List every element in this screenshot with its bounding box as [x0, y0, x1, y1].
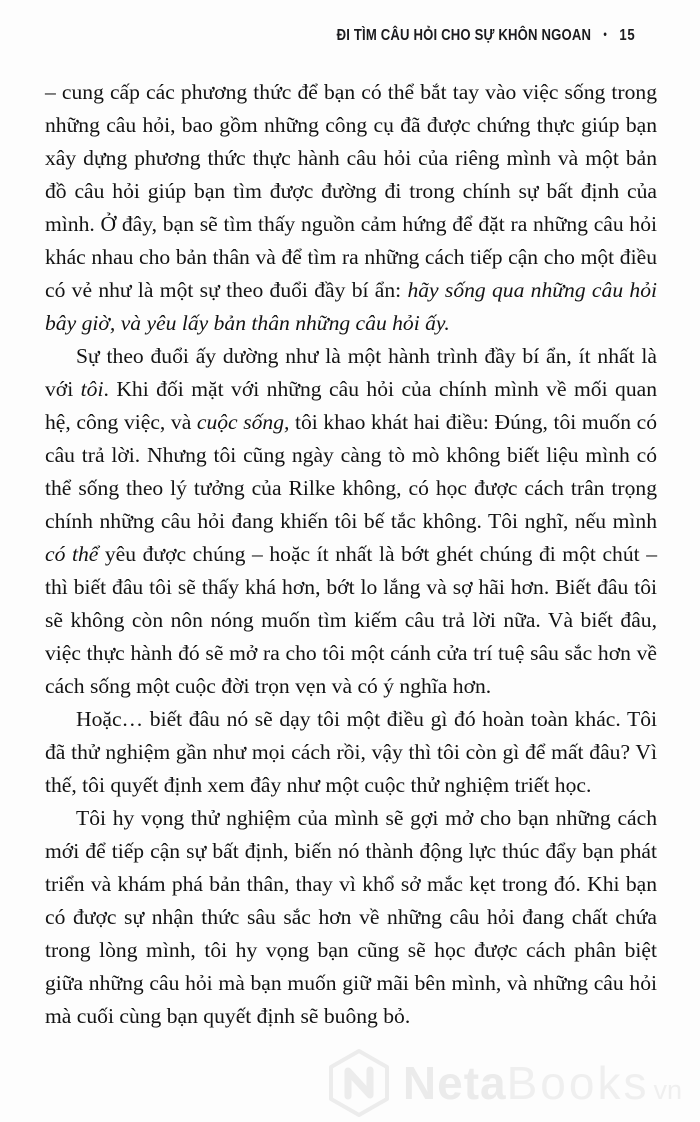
text-run: yêu được chúng – hoặc ít nhất là bớt ghét chúng đi một chút – thì biết đâu tôi sẽ thấy khá hơn, bớt lo lắng và sợ hãi hơn. Biết đâu tôi sẽ không còn nôn nóng muốn tìm kiếm câu trả lời nữa. Và biết đâu, việc thực hành đó sẽ mở ra cho tôi một cánh cửa trí tuệ sâu sắc hơn về cách sống một cuộc đời trọn vẹn và có ý nghĩa hơn.	[45, 542, 657, 698]
watermark-brand-second: Books	[506, 1057, 650, 1109]
italic-text-run: hãy sống qua những câu hỏi bây giờ, và yêu lấy bản thân những câu hỏi ấy.	[45, 278, 657, 335]
text-run: – cung cấp các phương thức để bạn có thể bắt tay vào việc sống trong những câu hỏi, bao gồm những công cụ đã được chứng thực giúp bạn xây dựng phương thức thực hành câu hỏi của riêng mình và một bản đồ câu hỏi giúp bạn tìm được đường đi trong chính sự bất định của mình. Ở đây, bạn sẽ tìm thấy nguồn cảm hứng để đặt ra những câu hỏi khác nhau cho bản thân và để tìm ra những cách tiếp cận cho một điều có vẻ như là một sự theo đuổi đầy bí ẩn:	[45, 80, 657, 302]
text-run: Tôi hy vọng thử nghiệm của mình sẽ gợi mở cho bạn những cách mới để tiếp cận sự bất định, biến nó thành động lực thúc đẩy bạn phát triển và khám phá bản thân, thay vì khổ sở mắc kẹt trong đó. Khi bạn có được sự nhận thức sâu sắc hơn về những câu hỏi đang chất chứa trong lòng mình, tôi hy vọng bạn cũng sẽ học được cách phân biệt giữa những câu hỏi mà bạn muốn giữ mãi bên mình, và những câu hỏi mà cuối cùng bạn quyết định sẽ buông bỏ.	[45, 806, 657, 1028]
italic-text-run: cuộc sống,	[196, 410, 290, 434]
paragraph	[45, 703, 657, 802]
running-header-title: ĐI TÌM CÂU HỎI CHO SỰ KHÔN NGOAN	[337, 27, 592, 44]
italic-text-run: tôi	[80, 377, 104, 401]
watermark-domain-suffix: vn	[653, 1075, 682, 1105]
text-run: Sự theo đuổi ấy dường như là một hành trình đầy bí ẩn, ít nhất là với	[45, 344, 657, 401]
text-run: . Khi đối mặt với những câu hỏi của chính mình về mối quan hệ, công việc, và	[45, 377, 657, 434]
hexagon-n-icon	[325, 1048, 393, 1118]
italic-text-run: có thể	[45, 542, 99, 566]
netabooks-watermark	[325, 1048, 682, 1118]
paragraph	[45, 76, 657, 340]
text-run: tôi khao khát hai điều: Đúng, tôi muốn có câu trả lời. Nhưng tôi cũng ngày càng tò mò không biết liệu mình có thể sống theo lý tưởng của Rilke không, có học được cách trân trọng chính những câu hỏi đang khiến tôi bế tắc không. Tôi nghĩ, nếu mình	[45, 410, 657, 533]
running-header	[337, 27, 636, 45]
paragraph	[45, 802, 657, 1033]
page-number: 15	[619, 27, 636, 44]
paragraph	[45, 340, 657, 703]
text-run: Hoặc… biết đâu nó sẽ dạy tôi một điều gì đó hoàn toàn khác. Tôi đã thử nghiệm gần như mọi cách rồi, vậy thì tôi còn gì để mất đâu? Vì thế, tôi quyết định xem đây như một cuộc thử nghiệm triết học.	[45, 707, 657, 797]
header-bullet-separator: •	[603, 27, 608, 41]
page-body-text	[45, 76, 657, 1033]
watermark-brand-first: Neta	[402, 1057, 507, 1109]
netabooks-wordmark	[403, 1056, 682, 1110]
